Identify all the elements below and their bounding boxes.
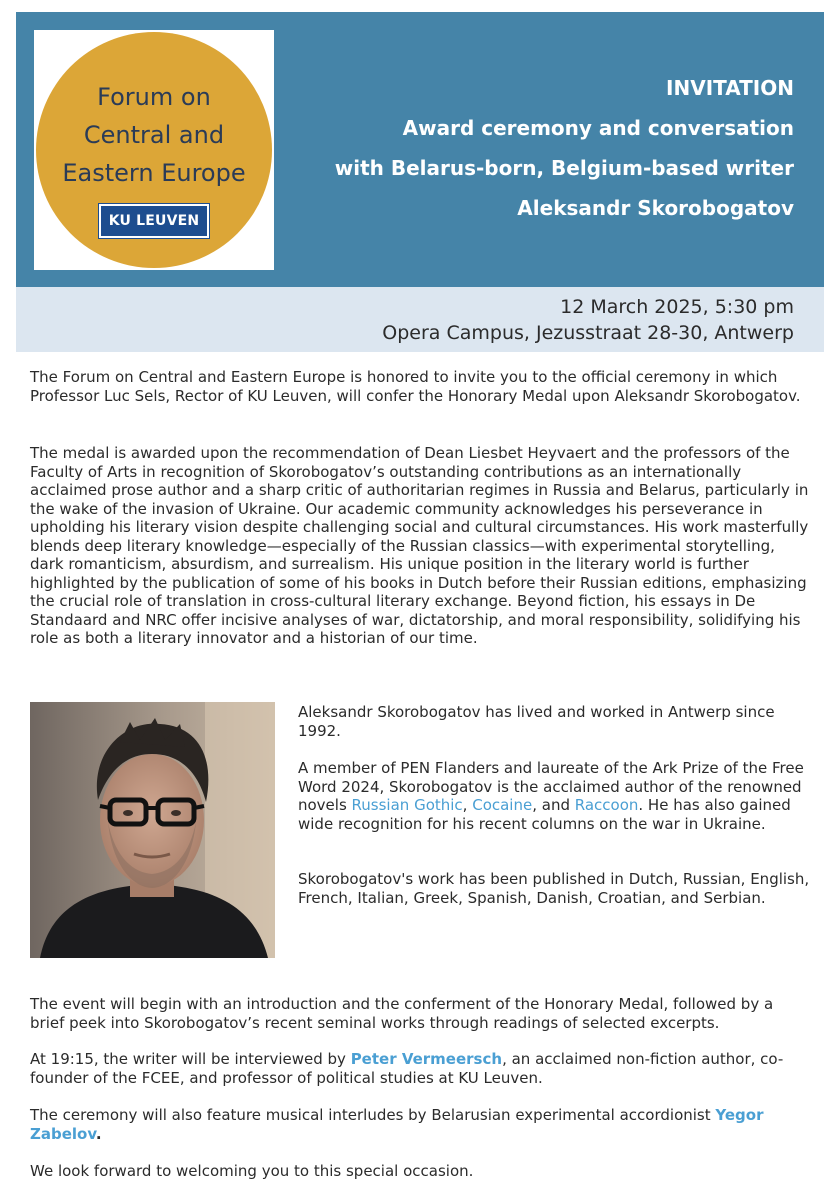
program-intro-paragraph: The event will begin with an introduction and the conferment of the Honorary Medal, followed by a brief peek into Skorobogatov’s recent seminal works through readings of selected excerpts. bbox=[30, 995, 774, 1032]
writer-name: Aleksandr Skorobogatov bbox=[517, 196, 794, 220]
interview-text-2: , an acclaimed non-fiction author, co-founder of the FCEE, and professor of political studies at KU Leuven. bbox=[30, 1050, 784, 1087]
title-line-1: Award ceremony and conversation bbox=[402, 116, 794, 140]
logo-circle bbox=[36, 32, 272, 268]
event-location: Opera Campus, Jezusstraat 28-30, Antwerp bbox=[382, 322, 794, 344]
bio-works-text-1: A member of PEN Flanders and laureate of the Ark Prize of the Free Word 2024, Skorobogatov is the acclaimed author of the renowned novels bbox=[298, 759, 804, 814]
bio-works-sep-1: , bbox=[462, 796, 473, 814]
music-paragraph bbox=[30, 1106, 810, 1143]
interviewer-link[interactable]: Peter Vermeersch bbox=[350, 1050, 503, 1068]
ku-leuven-badge: KU LEUVEN bbox=[99, 204, 210, 238]
invitation-label: INVITATION bbox=[666, 76, 794, 100]
date-location-band bbox=[16, 287, 824, 352]
bio-works-sep-2: , and bbox=[532, 796, 575, 814]
event-datetime: 12 March 2025, 5:30 pm bbox=[560, 296, 794, 318]
interview-text-1: At 19:15, the writer will be interviewed by bbox=[30, 1050, 351, 1068]
forum-logo bbox=[34, 30, 274, 270]
music-text-2: . bbox=[95, 1124, 102, 1143]
bio-works-text-2: . He has also gained wide recognition for his recent columns on the war in Ukraine. bbox=[298, 796, 791, 833]
bio-translations: Skorobogatov's work has been published in Dutch, Russian, English, French, Italian, Greek, Spanish, Danish, Croatian, and Serbian. bbox=[298, 870, 810, 907]
header-banner bbox=[16, 12, 824, 287]
book-link-cocaine[interactable]: Cocaine bbox=[472, 796, 533, 814]
bio-residence: Aleksandr Skorobogatov has lived and worked in Antwerp since 1992. bbox=[298, 703, 775, 740]
book-link-raccoon[interactable]: Raccoon bbox=[574, 796, 639, 814]
interview-paragraph bbox=[30, 1050, 810, 1087]
book-link-russian-gothic[interactable]: Russian Gothic bbox=[351, 796, 463, 814]
intro-paragraph: The Forum on Central and Eastern Europe is honored to invite you to the official ceremony in which Professor Luc Sels, Rector of KU Leuven, will confer the Honorary Medal upon Aleksandr Skorobogatov. bbox=[30, 368, 801, 405]
logo-line-2: Central and bbox=[83, 121, 225, 149]
medal-paragraph: The medal is awarded upon the recommendation of Dean Liesbet Heyvaert and the professors of the Faculty of Arts in recognition of Skorobogatov’s outstanding contributions as an internationally acclaimed prose author and a sharp critic of authoritarian regimes in Russia and Belarus, particularly in the wake of the invasion of Ukraine. Our academic community acknowledges his perseverance in upholding his literary vision despite challenging social and cultural circumstances. His work masterfully blends deep literary knowledge—especially of the Russian classics—with experimental storytelling, dark romanticism, absurdism, and surrealism. His unique position in the literary world is further highlighted by the publication of some of his books in Dutch before their Russian editions, emphasizing the crucial role of translation in cross-cultural literary exchange. Beyond fiction, his essays in De Standaard and NRC offer incisive analyses of war, dictatorship, and moral responsibility, solidifying his role as both a literary innovator and a historian of our time. bbox=[30, 444, 809, 647]
title-line-2: with Belarus-born, Belgium-based writer bbox=[334, 156, 794, 180]
logo-line-1: Forum on bbox=[97, 83, 211, 111]
author-portrait bbox=[30, 702, 275, 958]
logo-line-3: Eastern Europe bbox=[62, 159, 246, 187]
invitation-title bbox=[335, 68, 794, 228]
closing-paragraph: We look forward to welcoming you to this special occasion. bbox=[30, 1162, 474, 1180]
portrait-image bbox=[30, 702, 275, 958]
music-text-1: The ceremony will also feature musical interludes by Belarusian experimental accordionist bbox=[30, 1106, 716, 1124]
bio-works bbox=[298, 759, 810, 833]
musician-link[interactable]: Yegor Zabelov bbox=[30, 1106, 764, 1143]
